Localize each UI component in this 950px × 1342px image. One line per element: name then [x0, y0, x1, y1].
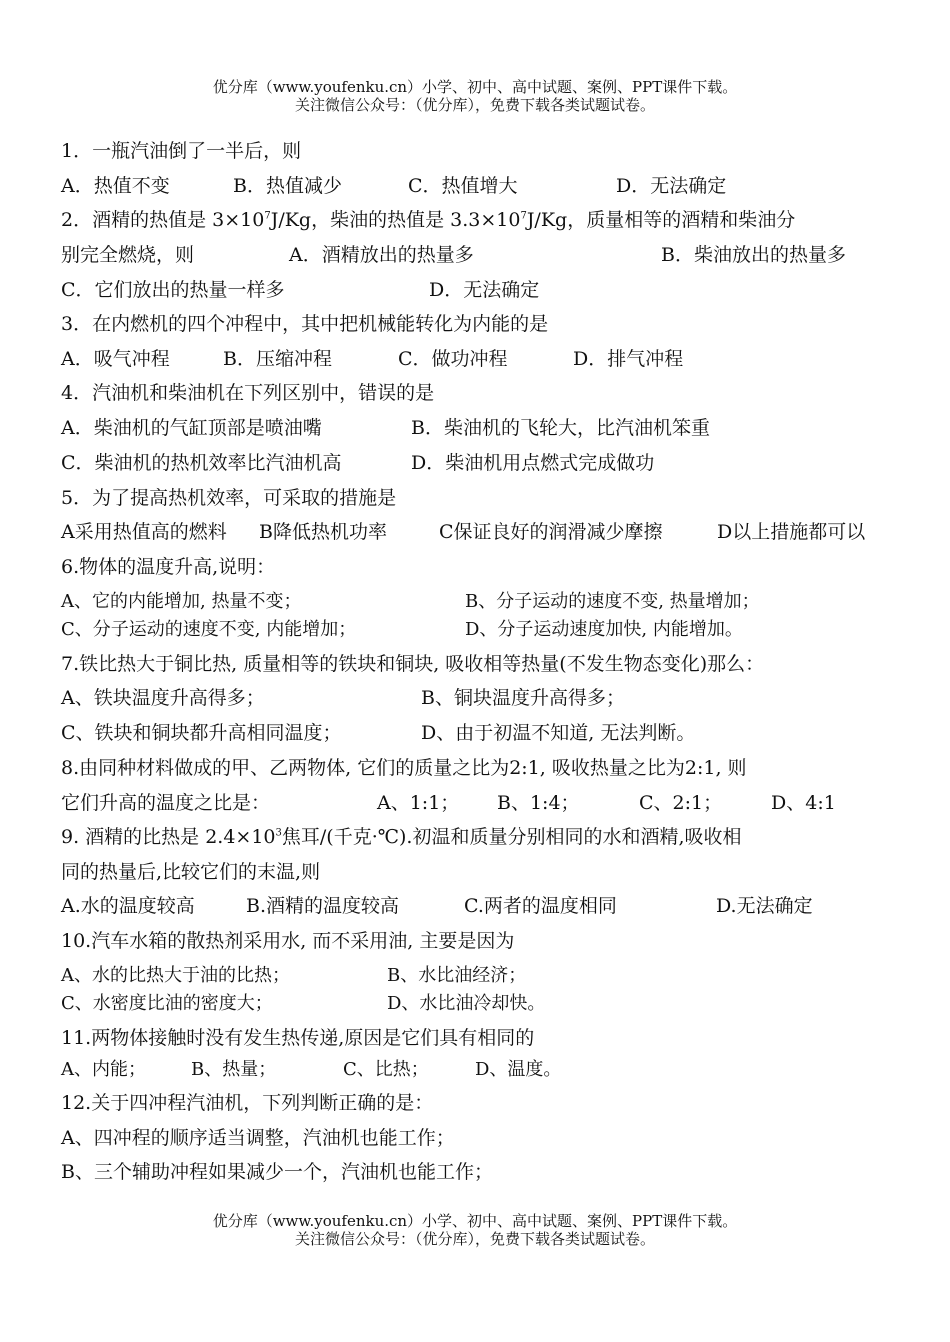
- option-a: A、它的内能增加, 热量不变；: [61, 591, 302, 612]
- option-a: A、1:1；: [377, 792, 460, 814]
- question-6-options-1: [61, 590, 760, 614]
- question-9-stem: [61, 825, 742, 849]
- question-10-options-1: [61, 964, 526, 988]
- question-1-stem: 1．一瓶汽油倒了一半后，则: [61, 140, 302, 162]
- option-a: A．酒精放出的热量多: [289, 244, 474, 266]
- option-a: A、内能；: [61, 1059, 146, 1080]
- option-b: B降低热机功率: [259, 521, 387, 543]
- question-3-stem: 3．在内燃机的四个冲程中，其中把机械能转化为内能的是: [61, 313, 549, 335]
- question-4-options-1: [61, 416, 710, 440]
- option-d: D以上措施都可以: [717, 521, 866, 543]
- option-a: A．热值不变: [61, 175, 170, 197]
- question-2-stem: [61, 208, 795, 232]
- question-2-line-2: [61, 243, 846, 267]
- option-b: B、热量；: [191, 1059, 277, 1080]
- option-b: B、铜块温度升高得多；: [421, 687, 625, 709]
- option-d: D．无法确定: [616, 175, 727, 197]
- stem-part-1: 2．酒精的热值是 3×10: [61, 209, 265, 231]
- option-c: C保证良好的润滑减少摩擦: [439, 521, 663, 543]
- option-d: D、水比油冷却快。: [387, 993, 546, 1014]
- option-a: A、铁块温度升高得多；: [61, 687, 265, 709]
- stem-part-3: J/Kg，质量相等的酒精和柴油分: [526, 209, 796, 231]
- question-7-stem: 7.铁比热大于铜比热, 质量相等的铁块和铜块, 吸收相等热量(不发生物态变化)那么：: [61, 653, 765, 675]
- option-d: D．无法确定: [429, 279, 540, 301]
- option-d: D、分子运动速度加快, 内能增加。: [465, 619, 743, 640]
- option-c: C、水密度比油的密度大；: [61, 993, 273, 1014]
- question-2-options-2: [61, 278, 539, 302]
- question-6-options-2: [61, 618, 743, 642]
- option-b: B．柴油放出的热量多: [661, 244, 846, 266]
- question-12-option-b: B、三个辅助冲程如果减少一个，汽油机也能工作；: [61, 1161, 493, 1183]
- question-6-stem: 6.物体的温度升高,说明：: [61, 556, 276, 578]
- question-8-line-2: [61, 791, 836, 815]
- page-header: [0, 78, 950, 114]
- footer-line-1: 优分库（www.youfenku.cn）小学、初中、高中试题、案例、PPT课件下载。: [212, 1212, 738, 1230]
- question-3-options: [61, 347, 683, 371]
- option-a: A.水的温度较高: [61, 895, 195, 917]
- question-7-options-2: [61, 721, 695, 745]
- option-c: C、铁块和铜块都升高相同温度；: [61, 722, 342, 744]
- option-c: C、分子运动的速度不变, 内能增加；: [61, 619, 357, 640]
- question-4-options-2: [61, 451, 654, 475]
- footer-line-2: 关注微信公众号：（优分库），免费下载各类试题试卷。: [294, 1230, 655, 1248]
- option-d: D、由于初温不知道, 无法判断。: [421, 722, 696, 744]
- option-d: D、4:1: [771, 792, 836, 814]
- option-b: B、水比油经济；: [387, 965, 527, 986]
- option-c: C．热值增大: [408, 175, 518, 197]
- option-a: A．柴油机的气缸顶部是喷油嘴: [61, 417, 322, 439]
- option-c: C、2:1；: [639, 792, 723, 814]
- question-10-options-2: [61, 992, 545, 1016]
- question-5-options: [61, 520, 865, 544]
- stem-line-2: 别完全燃烧，则: [61, 244, 195, 266]
- option-b: B．压缩冲程: [223, 348, 332, 370]
- question-11-options: [61, 1058, 561, 1082]
- option-d: D．柴油机用点燃式完成做功: [411, 452, 655, 474]
- question-8-stem: 8.由同种材料做成的甲、乙两物体, 它们的质量之比为2:1, 吸收热量之比为2:1, 则: [61, 757, 747, 779]
- question-9-options: [61, 894, 813, 918]
- option-c: C、比热；: [343, 1059, 429, 1080]
- option-a: A、水的比热大于油的比热；: [61, 965, 290, 986]
- option-a: A．吸气冲程: [61, 348, 170, 370]
- header-line-2: 关注微信公众号：（优分库），免费下载各类试题试卷。: [294, 96, 655, 114]
- stem-part-1: 9. 酒精的比热是 2.4×10: [61, 826, 276, 848]
- option-d: D.无法确定: [716, 895, 813, 917]
- question-5-stem: 5．为了提高热机效率，可采取的措施是: [61, 487, 397, 509]
- option-b: B、分子运动的速度不变, 热量增加；: [465, 591, 760, 612]
- option-d: D、温度。: [475, 1059, 562, 1080]
- stem-part-2: J/Kg，柴油的热值是 3.3×10: [270, 209, 521, 231]
- question-12-option-a: A、四冲程的顺序适当调整，汽油机也能工作；: [61, 1127, 455, 1149]
- question-11-stem: 11.两物体接触时没有发生热传递,原因是它们具有相同的: [61, 1027, 535, 1049]
- option-c: C.两者的温度相同: [464, 895, 617, 917]
- header-line-1: 优分库（www.youfenku.cn）小学、初中、高中试题、案例、PPT课件下载。: [212, 78, 738, 96]
- question-1-options: [61, 174, 726, 198]
- option-b: B．柴油机的飞轮大，比汽油机笨重: [411, 417, 710, 439]
- question-10-stem: 10.汽车水箱的散热剂采用水, 而不采用油, 主要是因为: [61, 930, 515, 952]
- question-12-stem: 12.关于四冲程汽油机，下列判断正确的是：: [61, 1092, 434, 1114]
- option-c: C．它们放出的热量一样多: [61, 279, 285, 301]
- question-9-line-2: 同的热量后,比较它们的末温,则: [61, 861, 321, 883]
- option-a: A采用热值高的燃料: [61, 521, 227, 543]
- option-c: C．做功冲程: [398, 348, 508, 370]
- exponent-1: 7: [264, 210, 271, 222]
- option-b: B．热值减少: [233, 175, 342, 197]
- page-footer: [0, 1212, 950, 1248]
- stem-part-2: 焦耳/(千克·℃).初温和质量分别相同的水和酒精,吸收相: [281, 826, 742, 848]
- option-b: B、1:4；: [497, 792, 580, 814]
- stem-line-2: 它们升高的温度之比是：: [61, 792, 271, 814]
- exponent-2: 7: [520, 210, 527, 222]
- question-7-options-1: [61, 686, 625, 710]
- question-4-stem: 4．汽油机和柴油机在下列区别中，错误的是: [61, 382, 435, 404]
- option-d: D．排气冲程: [573, 348, 684, 370]
- option-c: C．柴油机的热机效率比汽油机高: [61, 452, 342, 474]
- option-b: B.酒精的温度较高: [246, 895, 400, 917]
- exponent: 3: [275, 827, 282, 839]
